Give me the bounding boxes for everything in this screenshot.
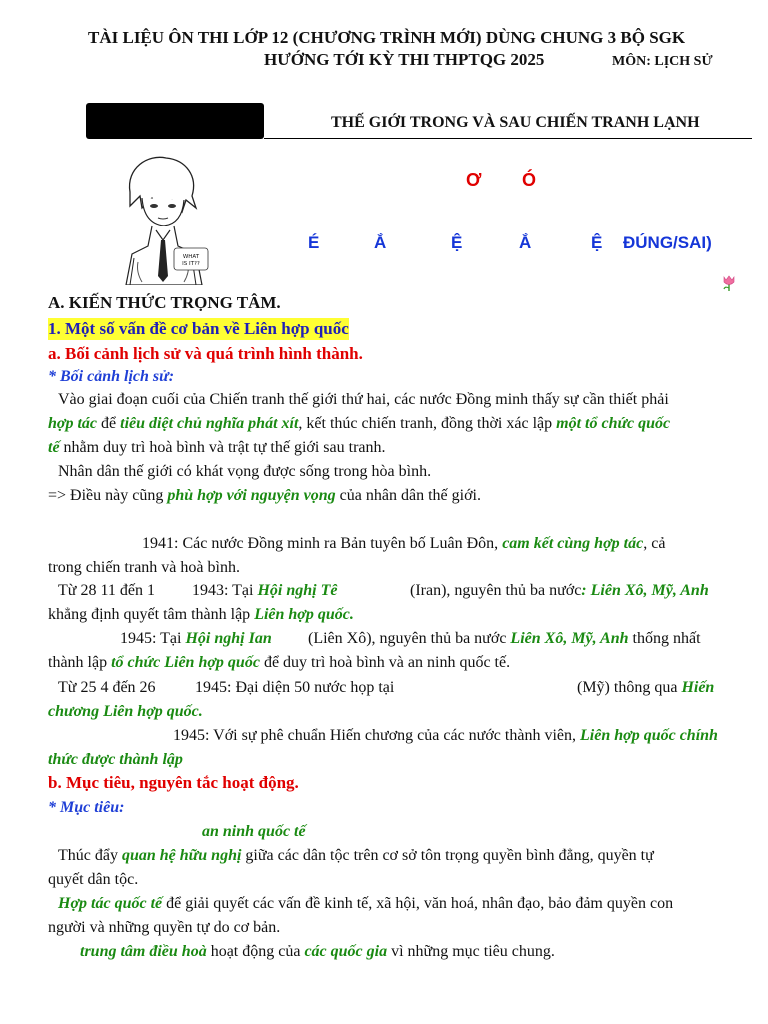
emph-text: Liên hợp quốc chính	[580, 727, 718, 744]
svg-text:WHAT: WHAT	[182, 254, 200, 260]
paragraph-line	[48, 437, 386, 459]
paragraph-line	[48, 413, 670, 435]
text-run: thống nhất	[628, 630, 701, 647]
text-run: giữa các dân tộc trên cơ sở tôn trọng quyền bình đẳng, quyền tự	[241, 847, 654, 864]
timeline-line	[48, 701, 203, 723]
tulip-icon	[720, 274, 738, 297]
timeline-date: Từ 28 11 đến 1	[58, 582, 155, 599]
text-run: 1943: Tại	[192, 582, 258, 599]
section-b-heading: b. Mục tiêu, nguyên tắc hoạt động.	[48, 773, 299, 792]
text-run: để duy trì hoà bình và an ninh quốc tế.	[259, 654, 511, 671]
timeline-line	[120, 628, 272, 650]
timeline-date: Từ 25 4 đến 26	[58, 679, 156, 696]
emph-text: Hội nghị Ian	[185, 630, 272, 647]
text-run: khẳng định quyết tâm thành lập	[48, 606, 255, 623]
text-run: => Điều này cũng	[48, 487, 168, 504]
text-run: nhằm duy trì hoà bình và trật tự thế giới sau tranh.	[59, 439, 386, 456]
timeline-line	[173, 725, 718, 747]
paragraph-line: Vào giai đoạn cuối của Chiến tranh thế giới thứ hai, các nước Đồng minh thấy sự cần thiết phải	[58, 391, 669, 408]
section-1-heading: 1. Một số vấn đề cơ bản về Liên hợp quốc	[48, 319, 349, 338]
paragraph-line	[48, 485, 481, 507]
text-run: vì những mục tiêu chung.	[387, 943, 555, 960]
deco-blue-letter: Ệ	[591, 233, 603, 252]
emph-text: cam kết cùng hợp tác	[502, 535, 644, 552]
timeline-line	[192, 580, 338, 602]
subject-label: MÔN: LỊCH SỬ	[612, 54, 713, 69]
timeline-line	[48, 604, 354, 626]
goal-line: người và những quyền tự do cơ bản.	[48, 919, 281, 936]
emph-text: chương Liên hợp quốc.	[48, 703, 203, 720]
text-run: , cả	[643, 535, 666, 552]
emph-text: thức được thành lập	[48, 751, 183, 768]
text-run: 1941: Các nước Đồng minh ra Bản tuyên bố Luân Đôn,	[142, 535, 503, 552]
section-a-heading: A. KIẾN THỨC TRỌNG TÂM.	[48, 293, 281, 312]
text-run: , kết thúc chiến tranh, đồng thời xác lập	[298, 415, 557, 432]
deco-red-letter: Ó	[522, 170, 537, 190]
section-a-subheading: a. Bối cảnh lịch sử và quá trình hình thành.	[48, 344, 363, 363]
deco-blue-letter: Ệ	[451, 233, 463, 252]
deco-blue-letter: É	[308, 233, 320, 252]
emph-text: Liên Xô, Mỹ, Anh	[510, 630, 629, 647]
emph-text: hợp tác	[48, 415, 98, 432]
goal-label: * Mục tiêu:	[48, 799, 125, 816]
timeline-line	[577, 677, 714, 699]
emph-text: Liên hợp quốc.	[254, 606, 354, 623]
timeline-line	[48, 652, 510, 674]
emph-text: trung tâm điều hoà	[80, 943, 207, 960]
banner-underline	[264, 138, 752, 139]
text-run: thành lập	[48, 654, 112, 671]
text-run: của nhân dân thế giới.	[335, 487, 481, 504]
black-banner-block	[86, 103, 264, 139]
emph-text: quan hệ hữu nghị	[121, 847, 242, 864]
doc-header-line1: TÀI LIỆU ÔN THI LỚP 12 (CHƯƠNG TRÌNH MỚI) DÙNG CHUNG 3 BỘ SGK	[88, 28, 686, 47]
text-run: Thúc đẩy	[58, 847, 122, 864]
text-run: để giải quyết các vấn đề kinh tế, xã hội, văn hoá, nhân đạo, bảo đảm quyền con	[162, 895, 674, 912]
emph-text: Hội nghị Tê	[257, 582, 338, 599]
deco-true-false-label: ĐÚNG/SAI)	[623, 233, 712, 252]
timeline-line	[142, 533, 665, 555]
goal-line	[80, 941, 555, 963]
timeline-line: 1945: Đại diện 50 nước họp tại	[195, 679, 395, 696]
text-run: (Iran), nguyên thủ ba nước	[410, 582, 582, 599]
text-run: 1945: Với sự phê chuẩn Hiến chương của các nước thành viên,	[173, 727, 580, 744]
text-run: hoạt động của	[206, 943, 305, 960]
deco-blue-letter: Ắ	[519, 233, 532, 252]
deco-blue-letter: Ắ	[374, 233, 387, 252]
doc-header-line2: HƯỚNG TỚI KỲ THI THPTQG 2025	[264, 50, 545, 69]
emph-text: : Liên Xô, Mỹ, Anh	[581, 582, 709, 599]
goal-emph: an ninh quốc tế	[202, 823, 306, 840]
emph-text: Hiến	[681, 679, 715, 696]
emph-text: các quốc gia	[304, 943, 388, 960]
text-run: 1945: Tại	[120, 630, 186, 647]
text-run: (Mỹ) thông qua	[577, 679, 682, 696]
emph-text: phù hợp với nguyện vọng	[167, 487, 336, 504]
timeline-line	[48, 749, 183, 771]
goal-line	[58, 893, 673, 915]
timeline-line	[410, 580, 709, 602]
emph-text: tổ chức Liên hợp quốc	[111, 654, 260, 671]
emph-text: tiêu diệt chủ nghĩa phát xít	[120, 415, 299, 432]
timeline-line: trong chiến tranh và hoà bình.	[48, 559, 240, 576]
banner-title: THẾ GIỚI TRONG VÀ SAU CHIẾN TRANH LẠNH	[331, 114, 700, 131]
paragraph-line: Nhân dân thế giới có khát vọng được sống trong hòa bình.	[58, 463, 432, 480]
emph-text: một tổ chức quốc	[556, 415, 671, 432]
goal-line: quyết dân tộc.	[48, 871, 139, 888]
text-run: (Liên Xô), nguyên thủ ba nước	[308, 630, 511, 647]
anime-character-illustration	[112, 150, 212, 285]
emph-text: tế	[48, 439, 60, 456]
svg-text:IS IT??: IS IT??	[182, 261, 200, 267]
deco-red-letter: Ơ	[466, 170, 482, 190]
context-label: * Bối cảnh lịch sử:	[48, 368, 175, 385]
timeline-line	[308, 628, 701, 650]
emph-text: Hợp tác quốc tế	[58, 895, 163, 912]
goal-line	[58, 845, 654, 867]
text-run: để	[97, 415, 121, 432]
